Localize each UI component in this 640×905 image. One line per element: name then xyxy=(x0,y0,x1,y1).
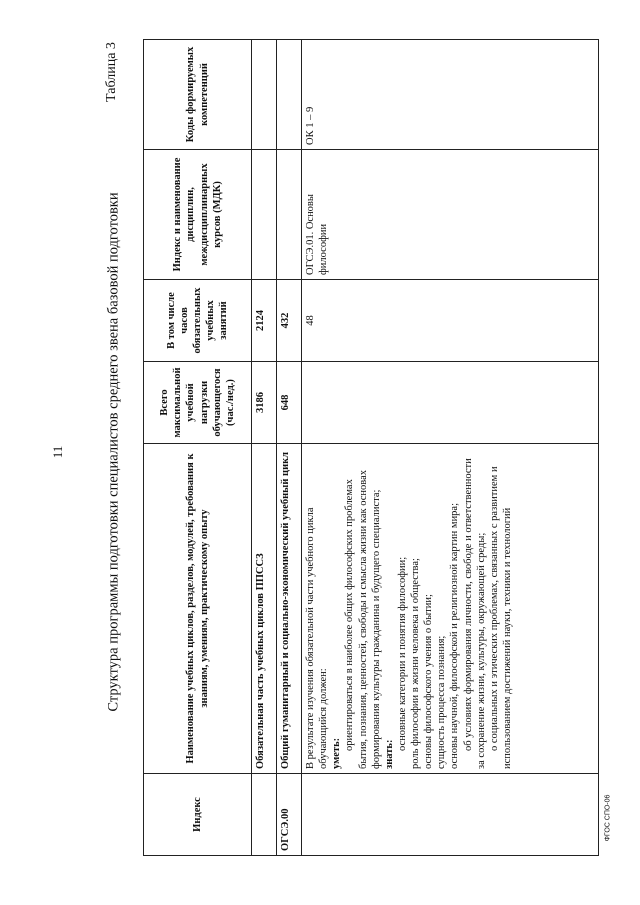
footer-text: ФГОС СПО-06 xyxy=(604,794,612,842)
detail-znat-label: знать: xyxy=(383,739,395,769)
cell-empty xyxy=(277,150,302,280)
cell-index-empty xyxy=(252,774,277,856)
cell-empty xyxy=(252,40,277,150)
table-row-detail xyxy=(302,40,599,856)
header-competencies: Коды формируемых компетенций xyxy=(144,40,252,150)
cell-empty xyxy=(252,150,277,280)
header-max-load: Всего максимальной учебной нагрузки обучающегося (час./нед.) xyxy=(144,362,252,444)
table-row-cycle xyxy=(277,40,302,856)
detail-znat-item: о социальных и этических проблемах, связанных с развитием и использованием достижений науки, техники и технологий xyxy=(488,466,513,769)
cell-mandatory-max-load: 3186 xyxy=(252,362,277,444)
cell-detail-discipline: ОГСЭ.01. Основы философии xyxy=(302,150,599,280)
cell-empty xyxy=(302,362,599,444)
detail-znat-item: об условиях формирования личности, свободе и ответственности за сохранение жизни, культуры, окружающей среды; xyxy=(462,458,487,769)
detail-umet-text: ориентироваться в наиболее общих философских проблемах бытия, познания, ценностей, свободы и смысла жизни как основах формирования культуры гражданина и будущего специалиста; xyxy=(344,470,382,769)
cell-detail-competencies: ОК 1 – 9 xyxy=(302,40,599,150)
cell-empty xyxy=(302,774,599,856)
header-name: Наименование учебных циклов, разделов, модулей, требования к знаниям, умениям, практическому опыту xyxy=(144,444,252,774)
cell-cycle-name: Общий гуманитарный и социально-экономический учебный цикл xyxy=(277,444,302,774)
cell-mandatory-name: Обязательная часть учебных циклов ППССЗ xyxy=(252,444,277,774)
detail-znat-item: основные категории и понятия философии; xyxy=(396,556,408,751)
header-discipline: Индекс и наименование дисциплин, междисциплинарных курсов (МДК) xyxy=(144,150,252,280)
cell-cycle-index: ОГСЭ.00 xyxy=(277,774,302,856)
cell-mandatory-hours: 2124 xyxy=(252,280,277,362)
header-hours: В том числе часов обязательных учебных занятий xyxy=(144,280,252,362)
cell-detail-hours: 48 xyxy=(302,280,599,362)
header-index: Индекс xyxy=(144,774,252,856)
page-number: 11 xyxy=(50,445,65,459)
table-title: Структура программы подготовки специалистов среднего звена базовой подготовки xyxy=(105,192,122,712)
table-label: Таблица 3 xyxy=(104,42,119,102)
cell-cycle-hours: 432 xyxy=(277,280,302,362)
detail-znat-item: сущность процесса познания; xyxy=(436,635,448,769)
detail-znat-item: основы философского учения о бытии; xyxy=(423,594,435,769)
cell-empty xyxy=(277,40,302,150)
cell-cycle-max-load: 648 xyxy=(277,362,302,444)
detail-intro: В результате изучения обязательной части учебного цикла обучающийся должен: xyxy=(305,507,330,769)
table-header-row xyxy=(144,40,252,856)
detail-umet-label: уметь: xyxy=(331,737,343,769)
detail-znat-item: основы научной, философской и религиозной картин мира; xyxy=(449,502,461,769)
table-row-mandatory xyxy=(252,40,277,856)
detail-znat-item: роль философии в жизни человека и общества; xyxy=(410,558,422,769)
table-container xyxy=(143,40,599,856)
curriculum-table xyxy=(143,39,599,856)
cell-detail-description xyxy=(302,444,599,774)
